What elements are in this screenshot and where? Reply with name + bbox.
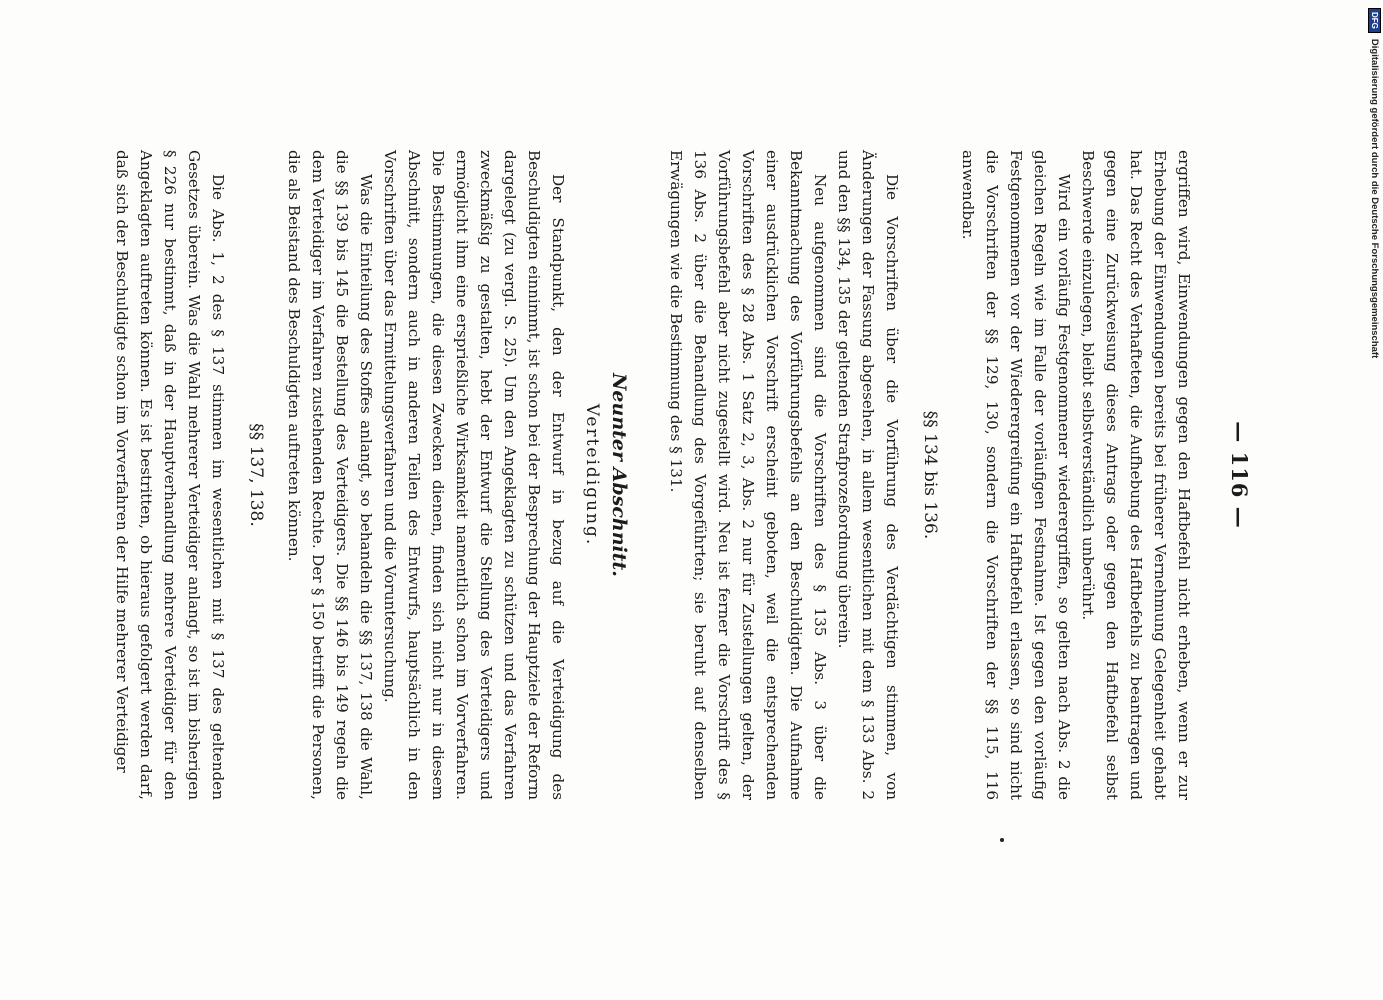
paragraph: Neu aufgenommen sind die Vorschriften des § 135 Abs. 3 über die Bekanntmachung des Vorführungsbefehls an den Beschuldigten. Die Aufnahme einer ausdrücklichen Vorschrift erscheint geboten, weil die entsprechenden Vorschriften des § 28 Abs. 1 Satz 2, 3, Abs. 2 nur für Zustellungen gelten, der Vorführungsbefehl aber nicht zugestellt wird. Neu ist ferner die Vorschrift des § 136 Abs. 2 über die Behandlung des Vorgeführten; sie beruht auf denselben Erwägungen wie die Bestimmung des § 131.	[667, 150, 829, 800]
chapter-subtitle: Verteidigung.	[582, 403, 602, 547]
funding-note	[1366, 8, 1383, 992]
paragraph: Was die Einteilung des Stoffes anlangt, so behandeln die §§ 137, 138 die Wahl, die §§ 139 bis 145 die Bestellung des Verteidigers. Die §§ 146 bis 149 regeln die dem Verteidiger im Verfahren zustehenden Rechte. Der § 150 betrifft die Personen, die als Beistand des Beschuldigten auftreten können.	[285, 150, 375, 800]
paragraph: ergriffen wird, Einwendungen gegen den Haftbefehl nicht erheben, wenn er zur Erhebung der Einwendungen bereits bei früherer Vernehmung Gelegenheit gehabt hat. Das Recht des Verhafteten, die Aufhebung des Haftbefehls zu beantragen und gegen eine Zurückweisung dieses Antrags oder gegen den Haftbefehl selbst Beschwerde einzulegen, bleibt selbstverständlich unberührt.	[1079, 150, 1193, 800]
funding-note-text: Digitalisierung gefördert durch die Deutsche Forschungsgemeinschaft	[1369, 38, 1381, 359]
paragraph: Die Abs. 1, 2 des § 137 stimmen im wesentlichen mit § 137 des geltenden Gesetzes überein. Was die Wahl mehrerer Verteidiger anlangt, so ist im bisherigen § 226 nur bestimmt, daß in der Hauptverhandlung mehrere Verteidiger für den Angeklagten auftreten können. Es ist bestritten, ob hieraus gefolgert werden darf, daß sich der Beschuldigte schon im Vorverfahren der Hilfe mehrerer Verteidiger	[113, 150, 227, 800]
dfg-logo: DFG	[1369, 8, 1382, 33]
section-heading-134: §§ 134 bis 136.	[920, 410, 940, 540]
page-number-header: — 116 —	[1227, 421, 1252, 529]
section-heading-137: §§ 137, 138.	[246, 423, 266, 527]
paragraph: Der Standpunkt, den der Entwurf in bezug auf die Verteidigung des Beschuldigten einnimmt, ist schon bei der Besprechung der Hauptziele der Reform dargelegt (zu vergl. S. 25). Um den Angeklagten zu schützen und das Verfahren zweckmäßig zu gestalten, hebt der Entwurf die Stellung des Verteidigers und ermöglicht ihm eine ersprießliche Wirksamkeit namentlich schon im Vorverfahren. Die Bestimmungen, die diesen Zwecken dienen, finden sich nicht nur in diesem Abschnitt, sondern auch in anderen Teilen des Entwurfs, hauptsächlich in den Vorschriften über das Ermittelungsverfahren und die Voruntersuchung.	[381, 150, 567, 800]
ink-speck	[1000, 838, 1004, 842]
paragraph: Wird ein vorläufig Festgenommener wiederergriffen, so gelten nach Abs. 2 die gleichen Regeln wie im Falle der vorläufigen Festnahme. Ist gegen den vorläufig Festgenommenen vor der Wiederergreifung ein Haftbefehl erlassen, so sind nicht die Vorschriften der §§ 129, 130, sondern die Vorschriften der §§ 115, 116 anwendbar.	[959, 150, 1073, 800]
chapter-title: Neunter Abschnitt.	[608, 373, 630, 577]
rotated-book-page	[113, 150, 1252, 800]
paragraph: Die Vorschriften über die Vorführung des Verdächtigen stimmen, von Änderungen der Fassung abgesehen, in allem wesentlichen mit dem § 133 Abs. 2 und den §§ 134, 135 der geltenden Strafprozeßordnung überein.	[835, 150, 901, 800]
